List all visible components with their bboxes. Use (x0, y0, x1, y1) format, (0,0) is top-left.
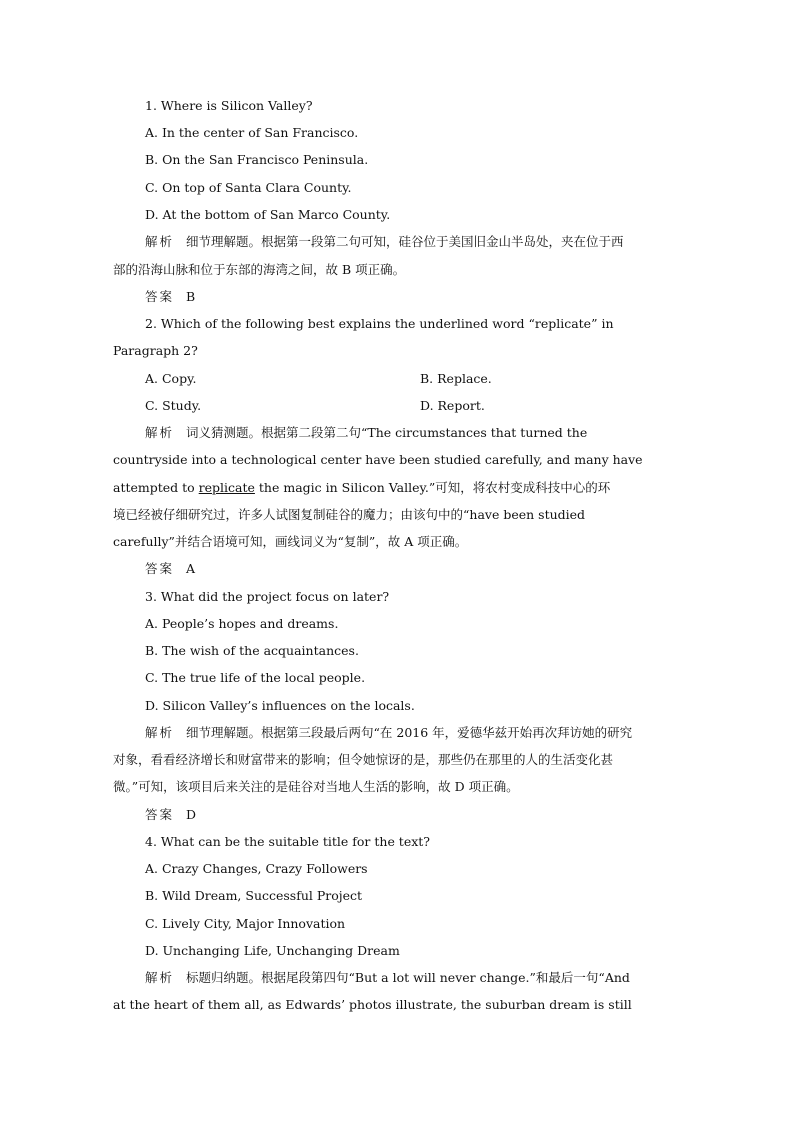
question-2-analysis-line-5: carefully”并结合语境可知，画线词义为“复制”，故 A 项正确。 (113, 534, 468, 549)
question-3-option-a: A. People’s hopes and dreams. (145, 616, 339, 631)
question-3-stem: 3. What did the project focus on later? (145, 589, 390, 604)
question-4-option-b: B. Wild Dream, Successful Project (145, 888, 363, 903)
question-3-answer (0, 807, 794, 823)
question-2-stem-line-2: Paragraph 2? (113, 343, 198, 358)
question-3-option-c: C. The true life of the local people. (145, 670, 366, 685)
question-2-analysis-line-1: 解析 词义猜测题。根据第二段第二句“The circumstances that turned the (145, 425, 588, 440)
answer-label: 答案 (145, 807, 175, 822)
question-1-option-a: A. In the center of San Francisco. (145, 125, 359, 140)
answer-value: D (186, 807, 197, 822)
question-4-option-a: A. Crazy Changes, Crazy Followers (145, 861, 368, 876)
question-2-stem-line-1: 2. Which of the following best explains the underlined word “replicate” in (145, 316, 614, 331)
question-3-analysis-line-3: 微。”可知，该项目后来关注的是硅谷对当地人生活的影响，故 D 项正确。 (113, 779, 519, 794)
answer-value: B (186, 289, 196, 304)
question-1-option-d: D. At the bottom of San Marco County. (145, 207, 391, 222)
question-4-analysis-line-2: at the heart of them all, as Edwards’ photos illustrate, the suburban dream is still (113, 997, 632, 1012)
question-1-analysis-line-2: 部的沿海山脉和位于东部的海湾之间，故 B 项正确。 (113, 262, 406, 277)
question-4-stem: 4. What can be the suitable title for the text? (145, 834, 431, 849)
question-3-option-b: B. The wish of the acquaintances. (145, 643, 359, 658)
question-1-option-c: C. On top of Santa Clara County. (145, 180, 352, 195)
answer-value: A (186, 561, 196, 576)
question-2-analysis-line-2: countryside into a technological center have been studied carefully, and many have (113, 452, 643, 467)
question-2-option-c: C. Study. (145, 398, 202, 413)
question-1-option-b: B. On the San Francisco Peninsula. (145, 152, 369, 167)
underlined-word: replicate (198, 480, 255, 495)
question-2-answer (0, 561, 794, 577)
question-2-option-d: D. Report. (420, 398, 485, 413)
question-2-option-b: B. Replace. (420, 371, 492, 386)
analysis-label: 解析 (145, 425, 175, 440)
answer-label: 答案 (145, 289, 175, 304)
question-4-option-c: C. Lively City, Major Innovation (145, 916, 346, 931)
analysis-label: 解析 (145, 970, 175, 985)
analysis-label: 解析 (145, 725, 175, 740)
question-2-options-row-1 (0, 371, 794, 387)
question-2-analysis-line-4: 境已经被仔细研究过，许多人试图复制硅谷的魔力；由该句中的“have been studied (113, 507, 586, 522)
answer-label: 答案 (145, 561, 175, 576)
question-4-option-d: D. Unchanging Life, Unchanging Dream (145, 943, 400, 958)
question-3-analysis-line-1: 解析 细节理解题。根据第三段最后两句“在 2016 年，爱德华兹开始再次拜访她的研究 (145, 725, 633, 740)
question-2-analysis-line-3: attempted to replicate the magic in Silicon Valley.”可知，将农村变成科技中心的环 (113, 480, 611, 495)
question-1-analysis-line-1: 解析 细节理解题。根据第一段第二句可知，硅谷位于美国旧金山半岛处，夹在位于西 (145, 234, 624, 249)
question-3-analysis-line-2: 对象，看看经济增长和财富带来的影响；但令她惊讶的是，那些仍在那里的人的生活变化甚 (113, 752, 614, 767)
analysis-label: 解析 (145, 234, 175, 249)
question-1-answer (0, 289, 794, 305)
question-4-analysis-line-1: 解析 标题归纳题。根据尾段第四句“But a lot will never change.”和最后一句“And (145, 970, 630, 985)
question-1-stem: 1. Where is Silicon Valley? (145, 98, 313, 113)
question-3-option-d: D. Silicon Valley’s influences on the locals. (145, 698, 415, 713)
question-2-option-a: A. Copy. (145, 371, 197, 386)
question-2-options-row-2 (0, 398, 794, 414)
